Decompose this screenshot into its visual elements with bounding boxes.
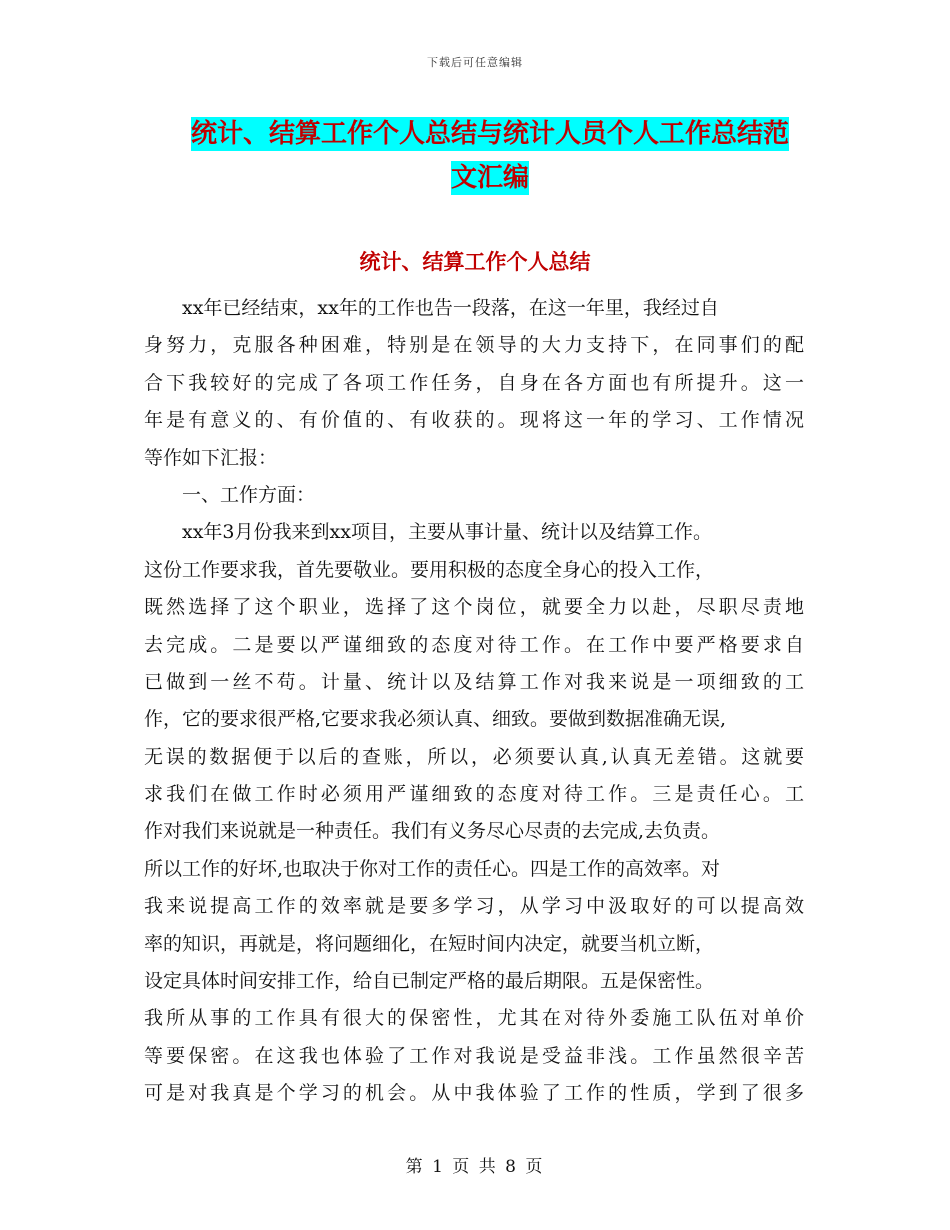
document-title-line-2: 文汇编 (450, 163, 529, 193)
body-line: 既然选择了这个职业，选择了这个岗位，就要全力以赴，尽职尽责地 (144, 596, 804, 619)
body-line: 率的知识，再就是，将问题细化，在短时间内决定，就要当机立断， (144, 932, 715, 955)
body-line: 设定具体时间安排工作，给自已制定严格的最后期限。五是保密性。 (144, 970, 715, 993)
page-number-footer: 第 1 页 共 8 页 (405, 1157, 545, 1177)
body-line: 身努力，克服各种困难，特别是在领导的大力支持下，在同事们的配 (144, 334, 804, 357)
body-line: 这份工作要求我，首先要敬业。要用积极的态度全身心的投入工作， (144, 558, 715, 581)
document-title-line-1: 统计、结算工作个人总结与统计人员个人工作总结范 (190, 119, 789, 149)
body-line: 求我们在做工作时必须用严谨细致的态度对待工作。三是责任心。工 (144, 783, 804, 806)
body-line: xx年3月份我来到xx项目，主要从事计量、统计以及结算工作。 (182, 521, 712, 544)
body-line: 无误的数据便于以后的查账，所以，必须要认真,认真无差错。这就要 (144, 745, 804, 768)
body-line: xx年已经结束，xx年的工作也告一段落，在这一年里，我经过自 (182, 297, 719, 319)
section-title: 统计、结算工作个人总结 (359, 250, 591, 274)
body-line: 所以工作的好坏,也取决于你对工作的责任心。四是工作的高效率。对 (144, 857, 721, 880)
body-line: 可是对我真是个学习的机会。从中我体验了工作的性质，学到了很多 (144, 1082, 804, 1105)
body-line: 年是有意义的、有价值的、有收获的。现将这一年的学习、工作情况 (144, 409, 804, 432)
body-line: 合下我较好的完成了各项工作任务，自身在各方面也有所提升。这一 (144, 371, 804, 394)
body-line: 去完成。二是要以严谨细致的态度对待工作。在工作中要严格要求自 (144, 633, 804, 656)
body-line: 已做到一丝不苟。计量、统计以及结算工作对我来说是一项细致的工 (144, 670, 804, 693)
document-title (140, 112, 840, 200)
body-line: 我来说提高工作的效率就是要多学习，从学习中汲取好的可以提高效 (144, 895, 804, 918)
header-note: 下载后可任意编辑 (427, 56, 523, 69)
body-line: 等作如下汇报： (144, 446, 278, 469)
body-line: 作对我们来说就是一种责任。我们有义务尽心尽责的去完成,去负责。 (144, 820, 721, 843)
body-line: 作，它的要求很严格,它要求我必须认真、细致。要做到数据准确无误, (144, 708, 727, 731)
body-line: 我所从事的工作具有很大的保密性，尤其在对待外委施工队伍对单价 (144, 1007, 804, 1030)
body-text (144, 290, 804, 1113)
body-line: 等要保密。在这我也体验了工作对我说是受益非浅。工作虽然很辛苦 (144, 1044, 804, 1067)
body-line: 一、工作方面： (182, 483, 316, 506)
